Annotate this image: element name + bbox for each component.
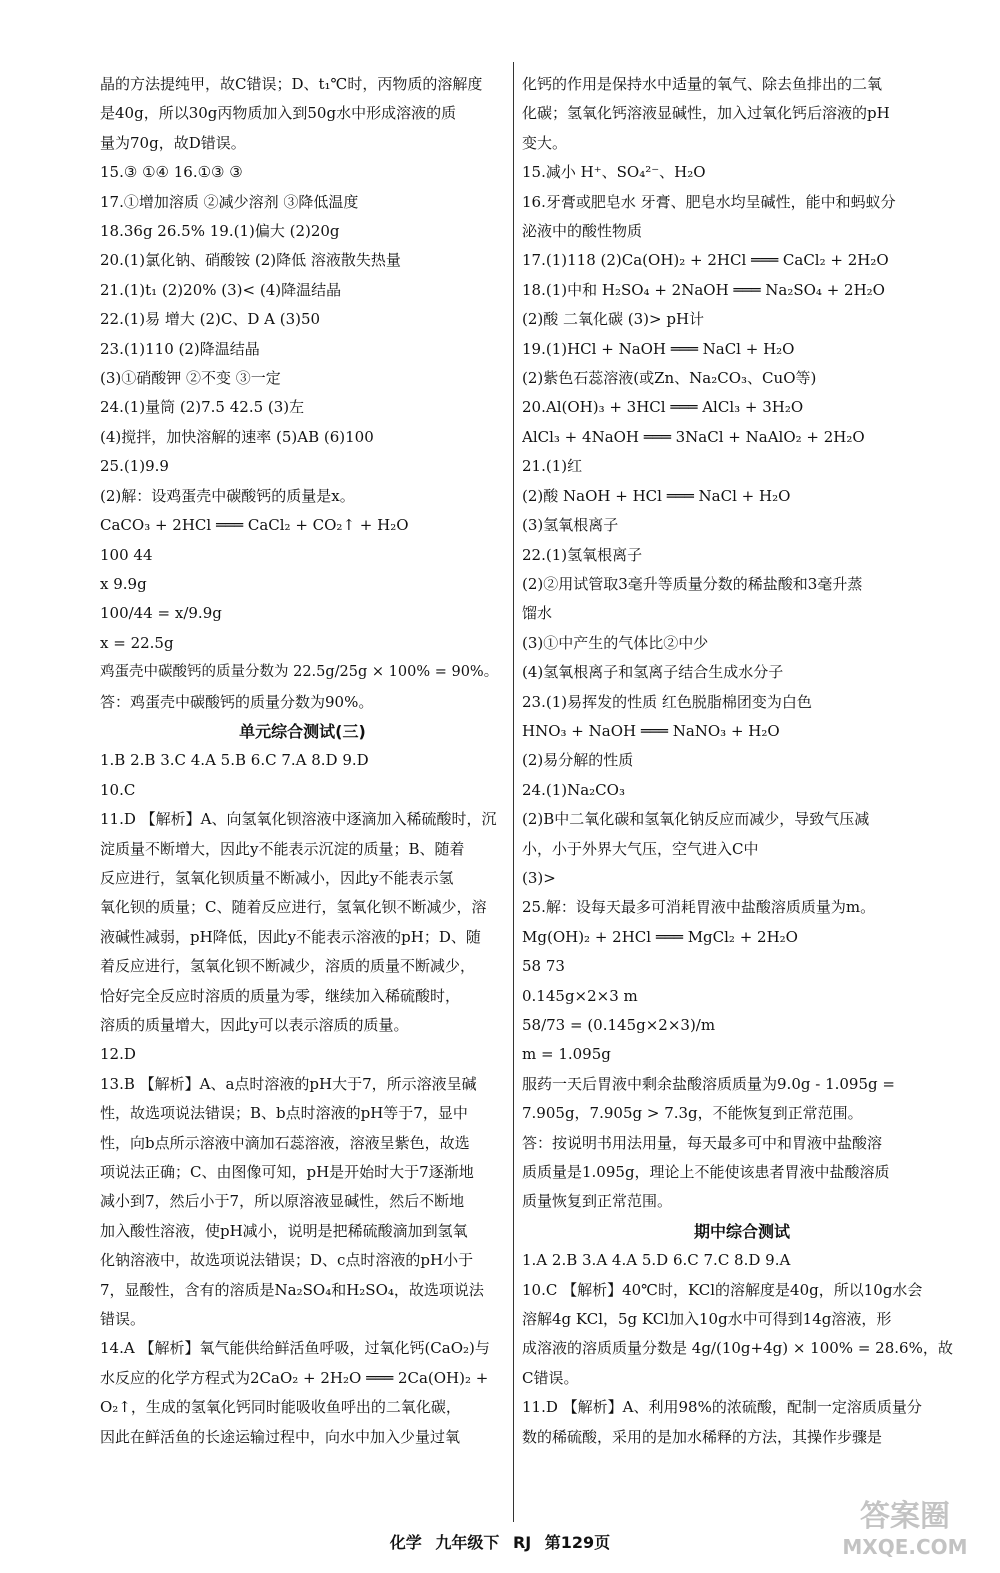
text-line: O₂↑，生成的氢氧化钙同时能吸收鱼呼出的二氧化碳， xyxy=(100,1398,461,1417)
text-line: 化碳；氢氧化钙溶液显碱性，加入过氧化钙后溶液的pH xyxy=(522,104,890,123)
text-line: Mg(OH)₂ + 2HCl ═══ MgCl₂ + 2H₂O xyxy=(522,927,798,946)
page-footer: 化学 九年级下 RJ 第129页 xyxy=(389,1533,611,1552)
text-line: 20.Al(OH)₃ + 3HCl ═══ AlCl₃ + 3H₂O xyxy=(522,398,804,417)
text-line: 1.B 2.B 3.C 4.A 5.B 6.C 7.A 8.D 9.D xyxy=(100,751,369,770)
text-line: 量为70g，故D错误。 xyxy=(100,133,246,152)
text-line: 100/44 = x/9.9g xyxy=(100,604,222,623)
text-line: (2)解：设鸡蛋壳中碳酸钙的质量是x。 xyxy=(100,486,355,505)
text-line: 反应进行，氢氧化钡质量不断减小，因此y不能表示氢 xyxy=(100,868,454,887)
text-line: 19.(1)HCl + NaOH ═══ NaCl + H₂O xyxy=(522,339,795,358)
text-line: 恰好完全反应时溶质的质量为零，继续加入稀硫酸时， xyxy=(100,986,461,1005)
text-line: 溶解4g KCl，5g KCl加入10g水中可得到14g溶液，形 xyxy=(522,1310,892,1329)
section-heading: 期中综合测试 xyxy=(693,1221,790,1241)
text-line: 化钙的作用是保持水中适量的氧气、除去鱼排出的二氧 xyxy=(522,75,883,93)
text-line: 13.B 【解析】A、a点时溶液的pH大于7，所示溶液呈碱 xyxy=(100,1074,477,1093)
text-line: (2)酸 NaOH + HCl ═══ NaCl + H₂O xyxy=(522,486,791,505)
text-line: 14.A 【解析】氧气能供给鲜活鱼呼吸，过氧化钙(CaO₂)与 xyxy=(100,1339,490,1358)
text-line: 性，故选项说法错误；B、b点时溶液的pH等于7，显中 xyxy=(100,1104,468,1123)
text-line: 馏水 xyxy=(522,604,553,623)
text-line: 氧化钡的质量；C、随着反应进行，氢氧化钡不断减少，溶 xyxy=(100,898,487,917)
text-line: 12.D xyxy=(100,1045,136,1064)
text-line: 15.减小 H⁺、SO₄²⁻、H₂O xyxy=(522,163,706,182)
text-line: 7.905g，7.905g > 7.3g，不能恢复到正常范围。 xyxy=(522,1104,863,1123)
text-line: 23.(1)110 (2)降温结晶 xyxy=(100,339,260,358)
left-column xyxy=(100,70,505,1452)
text-line: HNO₃ + NaOH ═══ NaNO₃ + H₂O xyxy=(522,721,780,740)
text-line: 质量恢复到正常范围。 xyxy=(522,1192,673,1211)
text-line: 是40g，所以30g丙物质加入到50g水中形成溶液的质 xyxy=(100,104,457,123)
text-line: C错误。 xyxy=(522,1368,579,1387)
text-line: 溶质的质量增大，因此y可以表示溶质的质量。 xyxy=(100,1016,409,1034)
right-column xyxy=(522,70,962,1452)
text-line: AlCl₃ + 4NaOH ═══ 3NaCl + NaAlO₂ + 2H₂O xyxy=(522,427,865,446)
text-line: 因此在鲜活鱼的长途运输过程中，向水中加入少量过氧 xyxy=(100,1427,461,1446)
text-line: 减小到7，然后小于7，所以原溶液显碱性，然后不断地 xyxy=(100,1192,465,1211)
text-line: 答：按说明书用法用量，每天最多可中和胃液中盐酸溶 xyxy=(522,1133,883,1152)
text-line: 泌液中的酸性物质 xyxy=(522,222,643,241)
text-line: 鸡蛋壳中碳酸钙的质量分数为 22.5g/25g × 100% = 90%。 xyxy=(100,664,499,681)
text-line: 22.(1)氢氧根离子 xyxy=(522,545,643,564)
text-line: (2)紫色石蕊溶液(或Zn、Na₂CO₃、CuO等) xyxy=(522,369,817,388)
text-line: 21.(1)t₁ (2)20% (3)< (4)降温结晶 xyxy=(100,280,342,299)
text-line: 58/73 = (0.145g×2×3)/m xyxy=(522,1016,716,1034)
watermark-bottom: MXQE.COM xyxy=(842,1535,968,1559)
text-line: 项说法正确；C、由图像可知，pH是开始时大于7逐渐地 xyxy=(100,1163,474,1182)
text-line: 24.(1)量筒 (2)7.5 42.5 (3)左 xyxy=(100,398,305,417)
watermark-logo xyxy=(830,1490,980,1562)
text-line: 液碱性减弱，pH降低，因此y不能表示溶液的pH；D、随 xyxy=(100,927,481,946)
text-line: 10.C 【解析】40℃时，KCl的溶解度是40g，所以10g水会 xyxy=(522,1280,923,1299)
text-line: 加入酸性溶液，使pH减小，说明是把稀硫酸滴加到氢氧 xyxy=(100,1221,468,1240)
text-line: (2)酸 二氧化碳 (3)> pH计 xyxy=(522,310,705,329)
section-heading: 单元综合测试(三) xyxy=(239,721,366,741)
text-line: 16.牙膏或肥皂水 牙膏、肥皂水均呈碱性，能中和蚂蚁分 xyxy=(522,192,896,211)
text-line: 数的稀硫酸，采用的是加水稀释的方法，其操作步骤是 xyxy=(522,1427,883,1446)
text-line: 25.解：设每天最多可消耗胃液中盐酸溶质质量为m。 xyxy=(522,898,876,917)
text-line: 11.D 【解析】A、向氢氧化钡溶液中逐滴加入稀硫酸时，沉 xyxy=(100,810,497,829)
text-line: 11.D 【解析】A、利用98%的浓硫酸，配制一定溶质质量分 xyxy=(522,1398,922,1417)
text-line: x = 22.5g xyxy=(100,633,174,652)
text-line: 服药一天后胃液中剩余盐酸溶质质量为9.0g - 1.095g = xyxy=(522,1074,895,1093)
text-line: 化钠溶液中，故选项说法错误；D、c点时溶液的pH小于 xyxy=(100,1251,474,1270)
column-divider xyxy=(513,62,514,1522)
text-line: 1.A 2.B 3.A 4.A 5.D 6.C 7.C 8.D 9.A xyxy=(522,1251,791,1270)
text-line: 性，向b点所示溶液中滴加石蕊溶液，溶液呈紫色，故选 xyxy=(100,1133,470,1152)
text-line: 18.36g 26.5% 19.(1)偏大 (2)20g xyxy=(100,222,340,241)
text-line: 成溶液的溶质质量分数是 4g/(10g+4g) × 100% = 28.6%，故 xyxy=(522,1339,953,1358)
text-line: (3)> xyxy=(522,868,556,887)
text-line: 小，小于外界大气压，空气进入C中 xyxy=(522,839,759,858)
text-line: 21.(1)红 xyxy=(522,457,583,476)
text-line: 着反应进行，氢氧化钡不断减少，溶质的质量不断减少， xyxy=(100,957,476,976)
text-line: 答：鸡蛋壳中碳酸钙的质量分数为90%。 xyxy=(100,692,374,711)
text-line: 0.145g×2×3 m xyxy=(522,986,638,1005)
text-line: (2)②用试管取3毫升等质量分数的稀盐酸和3毫升蒸 xyxy=(522,574,863,593)
text-line: 23.(1)易挥发的性质 红色脱脂棉团变为白色 xyxy=(522,692,812,711)
text-line: 22.(1)易 增大 (2)C、D A (3)50 xyxy=(100,310,321,329)
text-line: 10.C xyxy=(100,780,136,799)
text-line: (4)搅拌，加快溶解的速率 (5)AB (6)100 xyxy=(100,427,374,446)
text-line: (3)①中产生的气体比②中少 xyxy=(522,633,709,652)
text-line: 100 44 xyxy=(100,545,153,564)
text-line: 18.(1)中和 H₂SO₄ + 2NaOH ═══ Na₂SO₄ + 2H₂O xyxy=(522,280,885,299)
text-line: (4)氢氧根离子和氢离子结合生成水分子 xyxy=(522,663,784,682)
text-line: 25.(1)9.9 xyxy=(100,457,169,476)
text-line: (2)易分解的性质 xyxy=(522,751,634,770)
text-line: (2)B中二氧化碳和氢氧化钠反应而减少，导致气压减 xyxy=(522,810,870,829)
text-line: 质质量是1.095g，理论上不能使该患者胃液中盐酸溶质 xyxy=(522,1163,890,1182)
text-line: 变大。 xyxy=(522,133,568,152)
text-line: CaCO₃ + 2HCl ═══ CaCl₂ + CO₂↑ + H₂O xyxy=(100,516,409,535)
text-line: 17.(1)118 (2)Ca(OH)₂ + 2HCl ═══ CaCl₂ + 2H₂O xyxy=(522,251,889,270)
text-line: x 9.9g xyxy=(100,574,147,593)
text-line: 7，显酸性，含有的溶质是Na₂SO₄和H₂SO₄，故选项说法 xyxy=(100,1280,484,1299)
text-line: 错误。 xyxy=(100,1310,146,1329)
text-line: 17.①增加溶质 ②减少溶剂 ③降低温度 xyxy=(100,192,359,211)
text-line: 晶的方法提纯甲，故C错误；D、t₁℃时，丙物质的溶解度 xyxy=(100,75,483,93)
text-line: 58 73 xyxy=(522,957,565,976)
text-line: 15.③ ①④ 16.①③ ③ xyxy=(100,163,243,182)
text-line: 水反应的化学方程式为2CaO₂ + 2H₂O ═══ 2Ca(OH)₂ + xyxy=(100,1368,489,1387)
watermark-top: 答案圈 xyxy=(860,1499,950,1534)
text-line: (3)氢氧根离子 xyxy=(522,516,619,535)
text-line: 20.(1)氯化钠、硝酸铵 (2)降低 溶液散失热量 xyxy=(100,251,401,270)
text-line: m = 1.095g xyxy=(522,1045,611,1064)
text-line: 淀质量不断增大，因此y不能表示沉淀的质量；B、随着 xyxy=(100,839,465,858)
text-line: (3)①硝酸钾 ②不变 ③一定 xyxy=(100,369,281,388)
text-line: 24.(1)Na₂CO₃ xyxy=(522,780,625,799)
